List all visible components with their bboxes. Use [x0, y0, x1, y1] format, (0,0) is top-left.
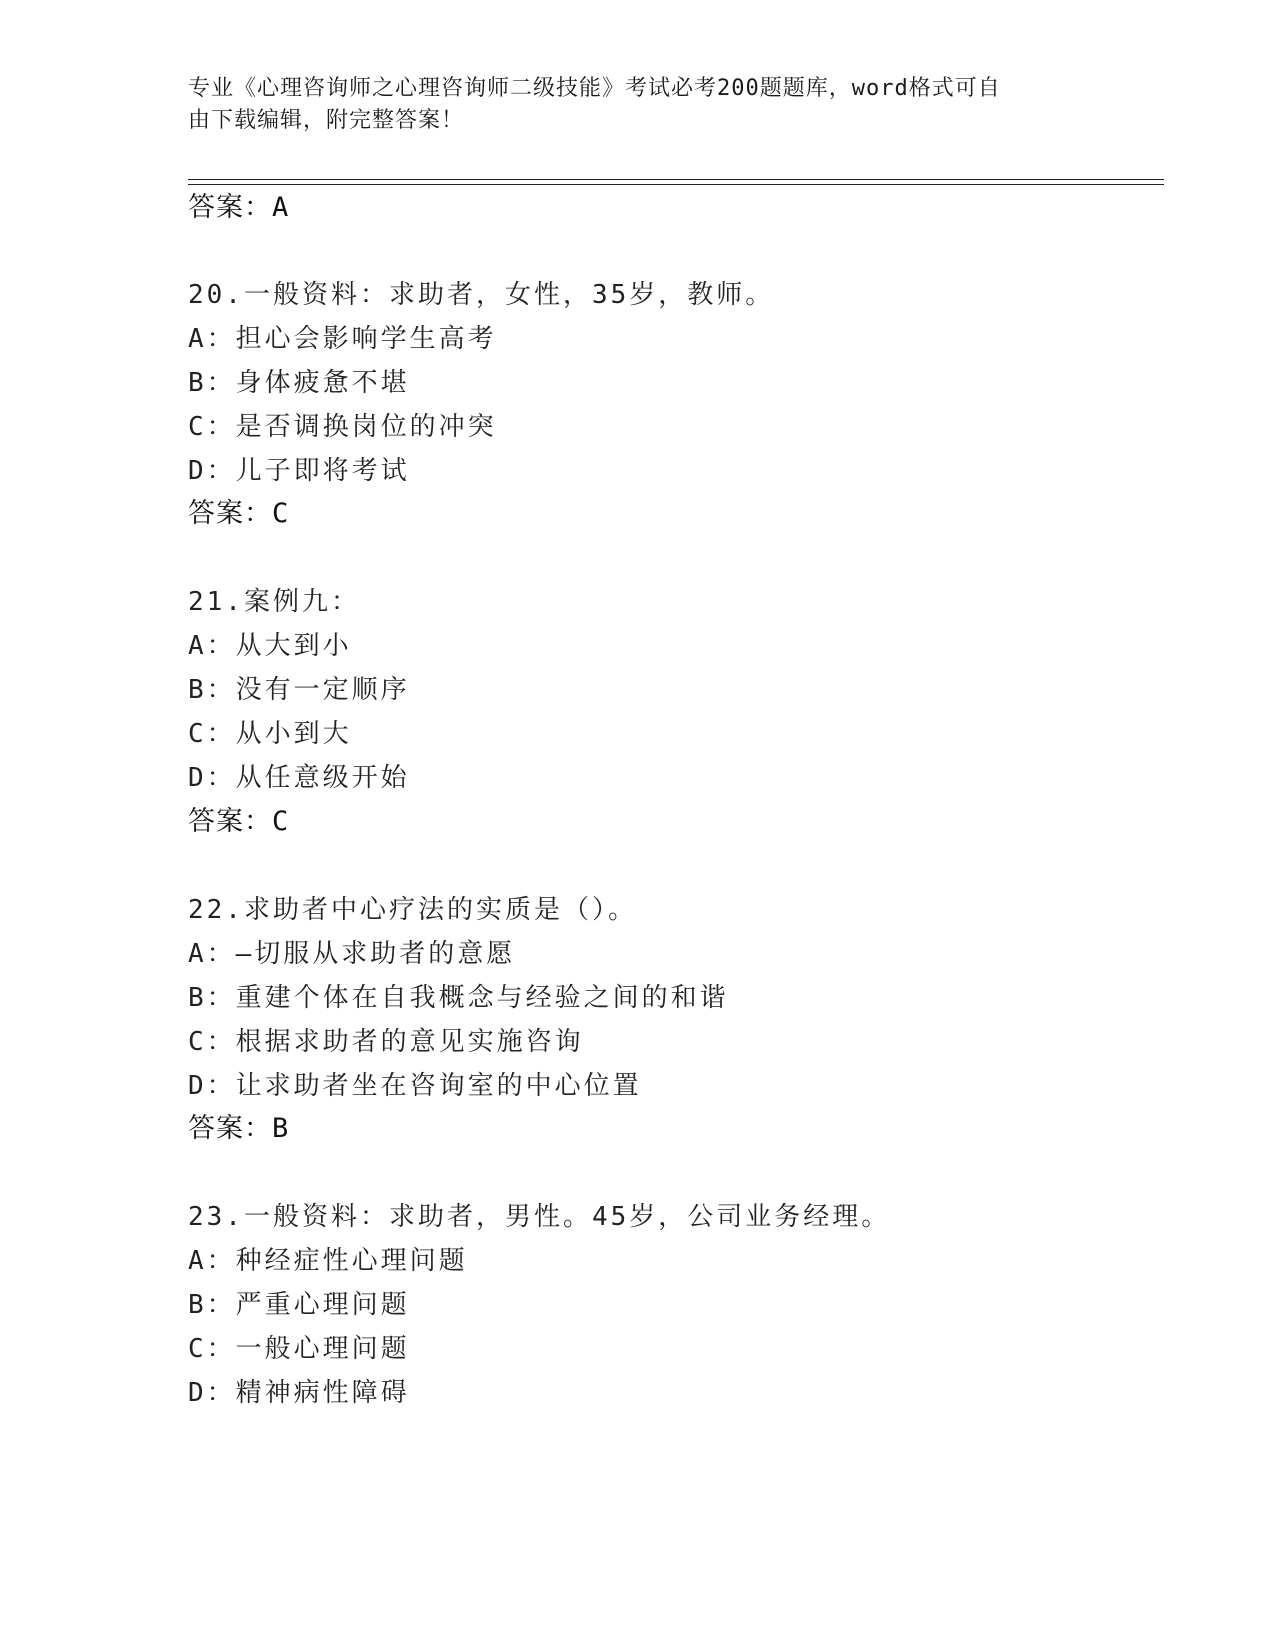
answer-value: C	[272, 806, 290, 837]
answer-label: 答案：	[188, 192, 272, 223]
answer-line	[188, 496, 289, 532]
header-divider-bottom	[188, 184, 1164, 185]
option-b: B：严重心理问题	[188, 1290, 410, 1320]
header-line-2: 由下载编辑，附完整答案！	[188, 108, 465, 133]
option-d: D：从任意级开始	[188, 763, 410, 793]
question-stem: 23.一般资料：求助者，男性。45岁，公司业务经理。	[188, 1202, 891, 1232]
answer-value: C	[272, 498, 290, 529]
option-d: D：让求助者坐在咨询室的中心位置	[188, 1071, 642, 1101]
option-a: A：从大到小	[188, 631, 352, 661]
option-c: C：是否调换岗位的冲突	[188, 412, 497, 442]
option-d: D：精神病性障碍	[188, 1378, 410, 1408]
answer-label: 答案：	[188, 498, 272, 529]
option-b: B：身体疲惫不堪	[188, 368, 410, 398]
option-c: C：一般心理问题	[188, 1334, 410, 1364]
header-line-1: 专业《心理咨询师之心理咨询师二级技能》考试必考200题题库，word格式可自	[188, 76, 1001, 101]
answer-value: B	[272, 1113, 290, 1144]
answer-line	[188, 804, 289, 840]
answer-line	[188, 1111, 289, 1147]
option-a: A：种经症性心理问题	[188, 1246, 468, 1276]
answer-label: 答案：	[188, 1113, 272, 1144]
option-c: C：从小到大	[188, 719, 352, 749]
question-stem: 21.案例九：	[188, 587, 360, 617]
answer-value: A	[272, 192, 290, 223]
header-divider-top	[188, 179, 1164, 180]
option-b: B：没有一定顺序	[188, 675, 410, 705]
option-d: D：儿子即将考试	[188, 456, 410, 486]
answer-line	[188, 190, 289, 226]
answer-label: 答案：	[188, 806, 272, 837]
option-a: A：担心会影响学生高考	[188, 324, 497, 354]
question-stem: 20.一般资料：求助者，女性，35岁，教师。	[188, 280, 775, 310]
document-header	[188, 73, 1068, 137]
question-stem: 22.求助者中心疗法的实质是（）。	[188, 895, 637, 925]
option-c: C：根据求助者的意见实施咨询	[188, 1027, 584, 1057]
option-a: A：—切服从求助者的意愿	[188, 939, 516, 969]
option-b: B：重建个体在自我概念与经验之间的和谐	[188, 983, 729, 1013]
